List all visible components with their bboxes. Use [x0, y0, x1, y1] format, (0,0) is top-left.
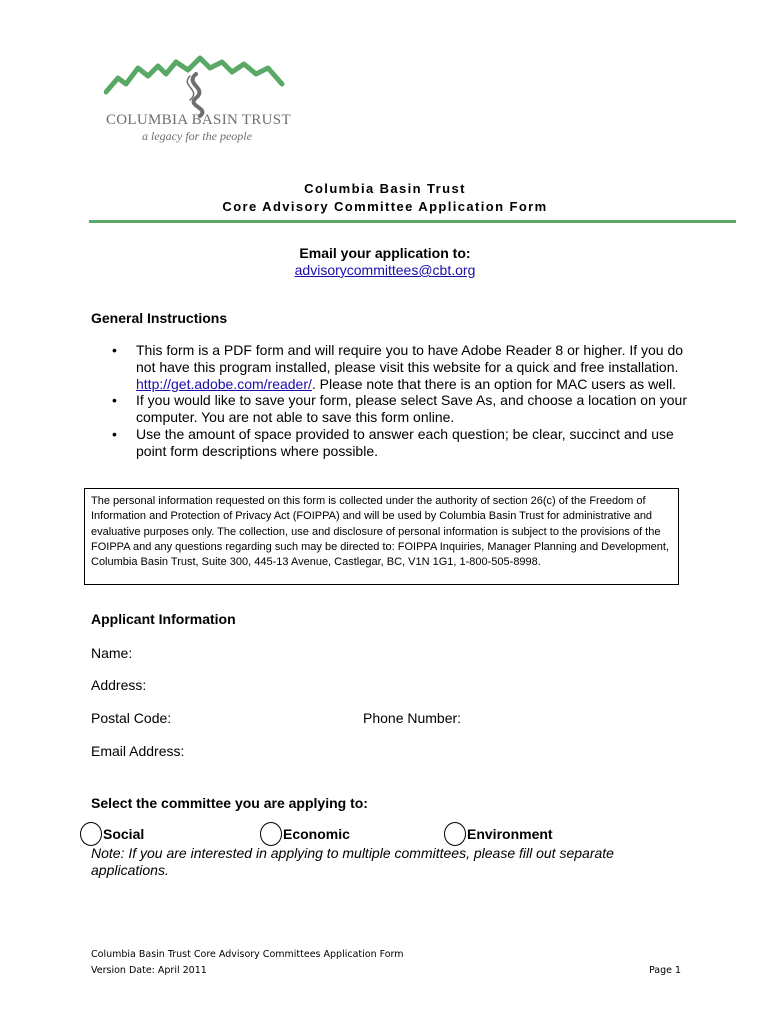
phone-number-field[interactable]: Phone Number: — [363, 710, 462, 726]
committee-option-economic[interactable]: Economic — [260, 822, 350, 846]
address-field[interactable]: Address: — [91, 677, 147, 693]
document-title-organization: Columbia Basin Trust — [304, 181, 466, 196]
radio-button-icon[interactable] — [80, 822, 102, 846]
general-instructions-heading: General Instructions — [91, 310, 228, 326]
logo-tagline: a legacy for the people — [142, 129, 252, 143]
multiple-committees-note: Note: If you are interested in applying to multiple committees, please fill out separate applications. — [91, 845, 614, 878]
radio-button-icon[interactable] — [444, 822, 466, 846]
footer-version-date: Version Date: April 2011 — [91, 965, 207, 976]
email-heading: Email your application to: — [299, 245, 471, 261]
postal-code-field[interactable]: Postal Code: — [91, 710, 172, 726]
logo-wordmark: COLUMBIA BASIN TRUST — [106, 112, 291, 128]
footer-form-title: Columbia Basin Trust Core Advisory Committees Application Form — [91, 949, 404, 960]
title-divider — [89, 220, 736, 223]
applicant-information-heading: Applicant Information — [91, 611, 236, 627]
name-field[interactable]: Name: — [91, 645, 133, 661]
committee-selection-heading: Select the committee you are applying to: — [91, 795, 368, 811]
document-title-form: Core Advisory Committee Application Form — [222, 199, 548, 214]
list-item: • Use the amount of space provided to answer each question; be clear, succinct and use point form descriptions where possible. — [112, 425, 674, 459]
page-number: Page 1 — [649, 965, 682, 976]
list-item: • This form is a PDF form and will require you to have Adobe Reader 8 or higher. If you do not have this program installed, please visit this website for a quick and free installation. http://get.adobe.com/reader/. Please note that there is an option for MAC users as well. — [112, 342, 684, 392]
instructions-list — [108, 342, 693, 460]
committee-option-social[interactable]: Social — [80, 822, 144, 846]
email-link[interactable]: advisorycommittees@cbt.org — [294, 262, 476, 278]
committee-option-environment[interactable]: Environment — [444, 822, 553, 846]
bullet-icon: • — [112, 425, 117, 442]
list-item: • If you would like to save your form, please select Save As, and choose a location on your computer. You are not able to save this form online. — [112, 392, 687, 426]
email-address-field[interactable]: Email Address: — [91, 743, 185, 759]
bullet-icon: • — [112, 342, 117, 358]
bullet-icon: • — [112, 392, 117, 409]
adobe-reader-link[interactable]: http://get.adobe.com/reader/ — [136, 375, 312, 392]
privacy-notice: The personal information requested on this form is collected under the authority of section 26(c) of the Freedom of Information and Protection of Privacy Act (FOIPPA) and will be used by Columbia Basin Trust for administrative and evaluative purposes only. The collection, use and disclosure of personal information is subject to the provisions of the FOIPPA and any questions regarding such may be directed to: FOIPPA Inquiries, Manager Planning and Development, Columbia Basin Trust, Suite 300, 445-13 Avenue, Castlegar, BC, V1N 1G1, 1-800-505-8998. — [84, 488, 679, 585]
radio-button-icon[interactable] — [260, 822, 282, 846]
